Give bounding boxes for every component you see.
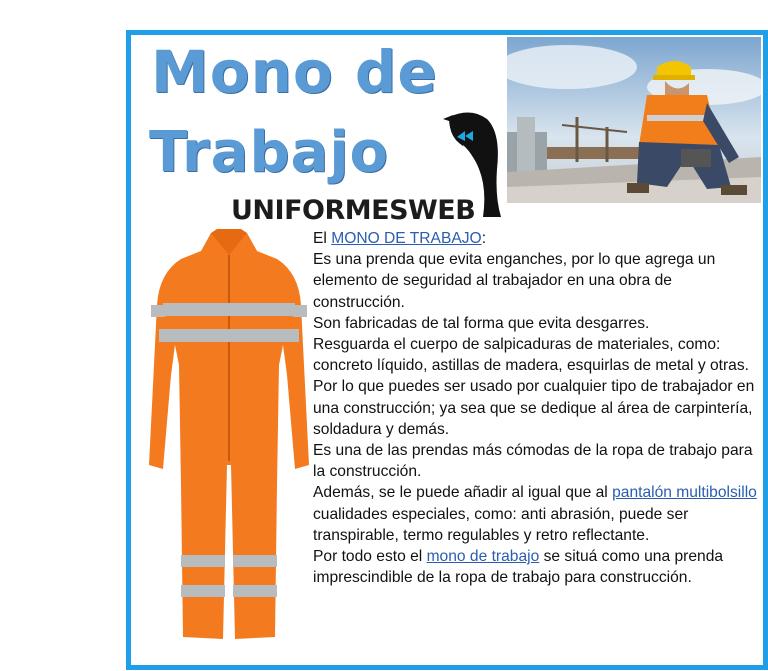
intro-prefix: El [313, 230, 332, 247]
brand-wordmark [231, 195, 475, 226]
paragraph-comodas: Es una de las prendas más cómodas de la ropa de trabajo para la construcción. [313, 442, 753, 481]
link-pantalon-multibolsillo[interactable]: pantalón multibolsillo [612, 484, 757, 502]
title-line-1: Mono de [151, 38, 438, 106]
link-mono-de-trabajo[interactable]: mono de trabajo [426, 548, 540, 566]
paragraph-enganches: Es una prenda que evita enganches, por lo que agrega un elemento de seguridad al trabajador en una obra de construcción. [313, 251, 716, 311]
infographic-frame [126, 30, 768, 670]
paragraph-intro [313, 228, 763, 249]
conclusion-prefix: Por todo esto el [313, 548, 427, 566]
link-mono-de-trabajo-heading[interactable]: MONO DE TRABAJO [331, 230, 482, 247]
brand-part-2: WEB [408, 195, 476, 226]
ademas-suffix: cualidades especiales, como: anti abrasión, puede ser transpirable, termo regulables y retro reflectante. [313, 505, 689, 544]
paragraph-desgarres: Son fabricadas de tal forma que evita desgarres. [313, 314, 650, 332]
construction-worker-photo [507, 37, 761, 203]
paragraph-conclusion [313, 546, 763, 588]
brand-part-1: UNIFORMES [231, 195, 409, 226]
paragraph-ademas [313, 482, 763, 546]
description-text [313, 228, 763, 588]
conclusion-suffix: se situá como una prenda imprescindible de la ropa de trabajo para construcción. [313, 548, 724, 587]
intro-suffix: : [481, 230, 487, 247]
ademas-prefix: Además, se le puede añadir al igual que al [313, 484, 613, 502]
title-line-2: Trabajo [149, 120, 389, 185]
paragraph-salpicaduras: Resguarda el cuerpo de salpicaduras de materiales, como: concreto líquido, astillas de madera, esquirlas de metal y otras. Por lo que puedes ser usado por cualquier tipo de trabajador en una construcción; ya sea que se dedique al área de carpintería, soldadura y demás. [313, 336, 755, 438]
orange-coverall-image [149, 225, 309, 655]
